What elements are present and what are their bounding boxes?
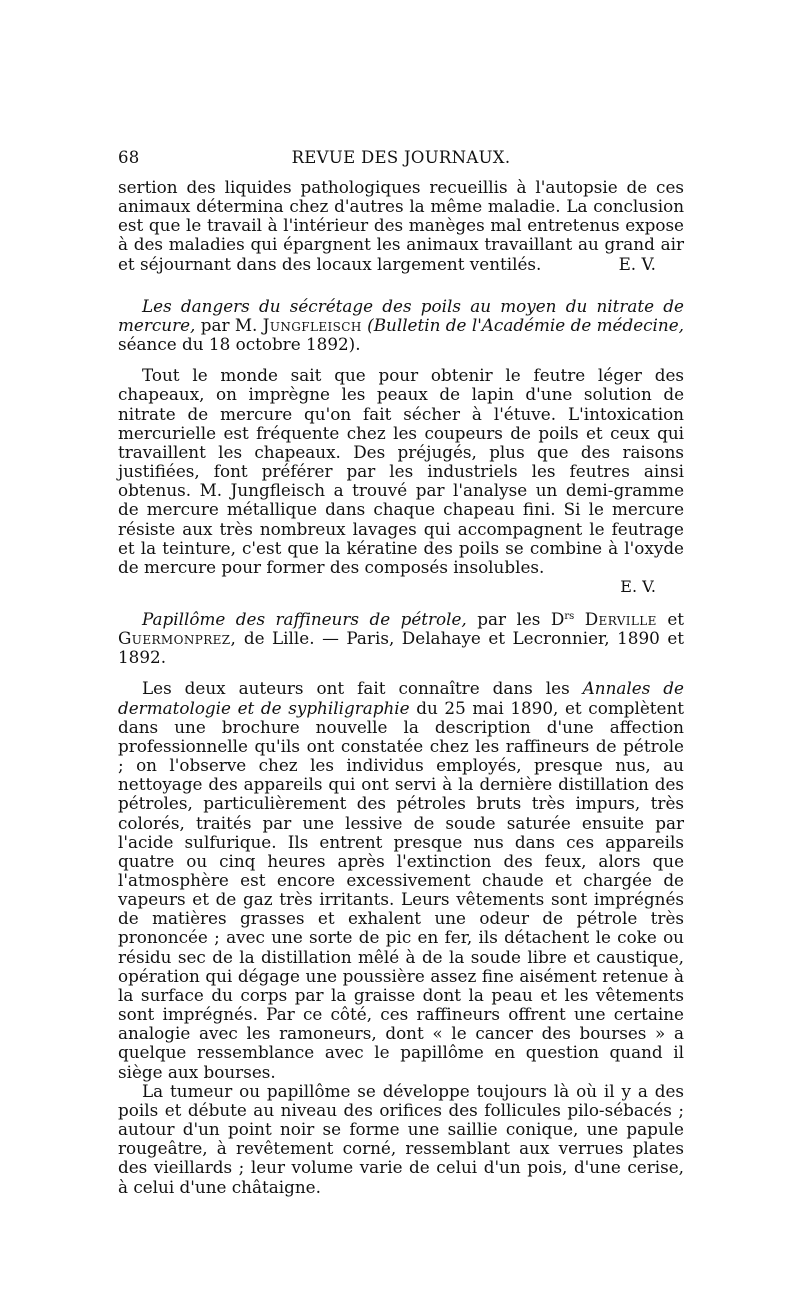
page [118,148,684,1197]
running-title: REVUE DES JOURNAUX. [291,148,511,167]
article-body-text: La tumeur ou papillôme se développe toujours là où il y a des poils et débute au niveau des orifices des follicules pilo-sébacés ; autour d'un point noir se forme une saillie conique, une papule rougeâtre, à revêtement corné, ressemblant aux verrues plates des vieillards ; leur volume varie de celui d'un pois, d'une cerise, à celui d'une châtaigne. [118,1080,684,1197]
article-body-text: du 25 mai 1890, et complètent dans une brochure nouvelle la description d'une affection professionnelle qu'ils ont constatée chez les raffineurs de pétrole ; on l'observe chez les individus employés, presque nus, au nettoyage des appareils qui ont servi à la dernière distillation des pétroles, particulièrement des pétroles bruts très impurs, très colorés, traités par une lessive de soude saturée ensuite par l'acide sulfurique. Ils entrent presque nus dans ces appareils quatre ou cinq heures après l'extinction des feux, alors que l'atmosphère est encore excessivement chaude et chargée de vapeurs et de gaz très irritants. Leurs vêtements sont imprégnés de matières grasses et exhalent une odeur de pétrole très prononcée ; avec une sorte de pic en fer, ils détachent le coke ou résidu sec de la distillation mêlé à de la soude libre et caustique, opération qui dégage une poussière assez fine aisément retenue à la surface du corps par la graisse dont la peau et les vêtements sont imprégnés. Par ce côté, ces raffineurs offrent une certaine analogie avec les ramoneurs, dont « le cancer des bourses » a quelque ressemblance avec le papillôme en question quand il siège aux bourses. [118,697,684,1082]
article-publisher: de Lille. — Paris, Delahaye et Lecronnier, 1890 et 1892. [118,628,685,668]
article-by: par M. [200,314,258,335]
article-author: Jungfleisch [262,314,362,335]
article-heading [118,610,684,667]
article-body [118,1082,684,1197]
signature: E. V. [620,576,656,596]
article-by: par les $D^{rs}$ [477,608,575,629]
article-date: séance du 18 octobre 1892). [118,334,361,355]
page-number: 68 [118,148,140,167]
article-body-text: Les deux auteurs ont fait connaître dans les [142,678,570,699]
article-body-text: Tout le monde sait que pour obtenir le feutre léger des chapeaux, on imprègne les peaux de lapin d'une solution de nitrate de mercure qu'on fait sécher à l'étuve. L'intoxication mercurielle est fréquente chez les coupeurs de poils et ceux qui travaillent les chapeaux. Des préjugés, plus que des raisons justifiées, font préférer par les industriels les feutres ainsi obtenus. M. Jungfleisch a trouvé par l'analyse un demi-gramme de mercure métallique dans chaque chapeau fini. Si le mercure résiste aux très nombreux lavages qui accompagnent le feutrage et la teinture, c'est que la kératine des poils se combine à l'oxyde de mercure pour former des composés insolubles. [118,365,684,577]
continuation-text: sertion des liquides pathologiques recueillis à l'autopsie de ces animaux détermina chez d'autres la même maladie. La conclusion est que le travail à l'intérieur des manèges mal entretenus expose à des maladies qui épargnent les animaux travaillant au grand air et séjournant dans des locaux largement ventilés. [118,177,684,274]
journal-name: Annales de dermatologie et de syphiligraphie [118,678,684,718]
article-title: Papillôme des raffineurs de pétrole, [142,608,467,629]
running-header [118,148,684,178]
continuation-paragraph [118,178,684,274]
article-source: (Bulletin de l'Académie de médecine, [367,314,684,335]
article-heading [118,297,684,354]
article-author: Guermonprez, [118,628,237,649]
article-body [118,679,684,1081]
article-title: Les dangers du sécrétage des poils au moyen du nitrate de mercure, [118,295,684,335]
article-and: et [667,608,684,629]
article-body [118,366,684,577]
signature: E. V. [618,253,656,274]
article-author: Derville [584,608,657,629]
